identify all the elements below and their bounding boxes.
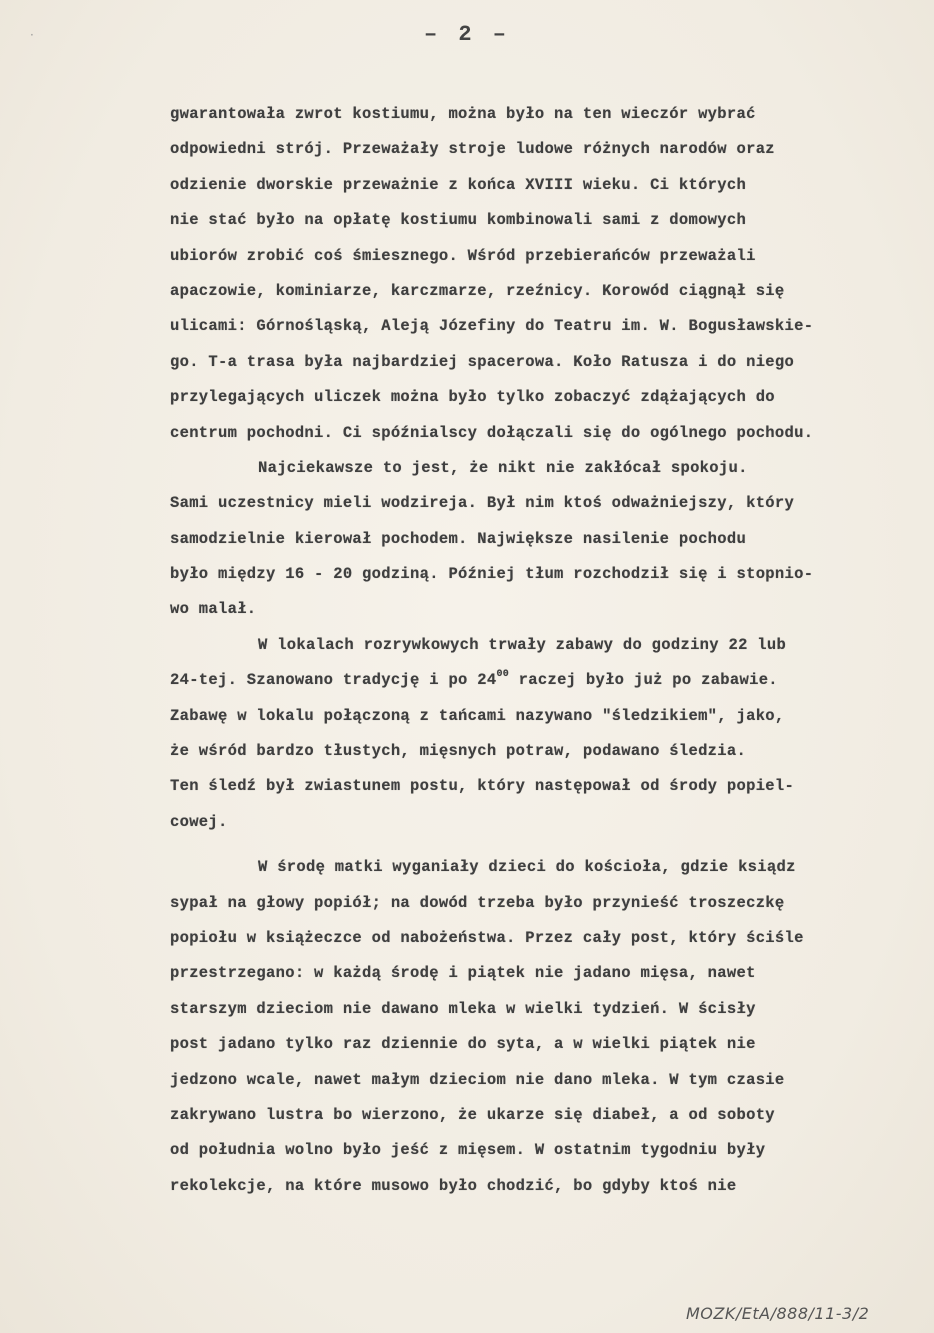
text-line: W środę matki wyganiały dzieci do kościoła, gdzie ksiądz [258, 858, 796, 877]
text-line: samodzielnie kierował pochodem. Największe nasilenie pochodu [170, 529, 747, 548]
paragraph-4 [170, 850, 920, 1204]
text-line: gwarantowała zwrot kostiumu, można było na ten wieczór wybrać [170, 105, 756, 123]
text-line-with-superscript [170, 663, 920, 698]
text-segment: raczej było już po zabawie. [509, 671, 778, 690]
superscript-minutes: 00 [496, 669, 510, 681]
text-line: odzienie dworskie przeważnie z końca XVIII wieku. Ci których [170, 175, 747, 194]
text-line: centrum pochodni. Ci spóźnialscy dołączali się do ogólnego pochodu. [170, 423, 814, 442]
text-line: W lokalach rozrywkowych trwały zabawy do godziny 22 lub [258, 635, 787, 654]
text-line: cowej. [170, 812, 228, 831]
text-line: go. T-a trasa była najbardziej spacerowa. Koło Ratusza i do niego [170, 352, 795, 371]
archive-signature-mark: MOZK/EtA/888/11-3/2 [686, 1304, 870, 1323]
paragraph-1 [170, 97, 920, 451]
paragraph-3 [170, 628, 920, 840]
text-line: przestrzegano: w każdą środę i piątek nie jadano mięsa, nawet [170, 964, 756, 983]
text-line: było między 16 - 20 godziną. Później tłum rozchodził się i stopnio- [170, 565, 814, 584]
text-line: ulicami: Górnośląską, Aleją Józefiny do Teatru im. W. Bogusławskie- [170, 317, 814, 336]
text-line: Ten śledź był zwiastunem postu, który następował od środy popiel- [170, 777, 795, 796]
text-line: Zabawę w lokalu połączoną z tańcami nazywano "śledzikiem", jako, [170, 706, 785, 725]
text-line: apaczowie, kominiarze, karczmarze, rzeźnicy. Korowód ciągnął się [170, 281, 785, 300]
text-line: rekolekcje, na które musowo było chodzić, bo gdyby ktoś nie [170, 1176, 737, 1195]
text-line: Najciekawsze to jest, że nikt nie zakłócał spokoju. [258, 458, 748, 477]
text-line: ubiorów zrobić coś śmiesznego. Wśród przebierańców przeważali [170, 246, 756, 265]
text-line: nie stać było na opłatę kostiumu kombinowali sami z domowych [170, 211, 747, 230]
text-line: starszym dzieciom nie dawano mleka w wielki tydzień. W ścisły [170, 999, 756, 1018]
typed-text-body [170, 97, 920, 1204]
text-line: jedzono wcale, nawet małym dzieciom nie dano mleka. W tym czasie [170, 1070, 785, 1089]
text-line: odpowiedni strój. Przeważały stroje ludowe różnych narodów oraz [170, 140, 775, 159]
paragraph-gap [170, 840, 920, 850]
corner-smudge: · [30, 28, 34, 42]
text-line: zakrywano lustra bo wierzono, że ukarze się diabeł, a od soboty [170, 1105, 775, 1124]
text-line: że wśród bardzo tłustych, mięsnych potraw, podawano śledzia. [170, 742, 747, 761]
paragraph-2 [170, 451, 920, 628]
page-number: – 2 – [423, 22, 510, 47]
text-segment: 24-tej. Szanowano tradycję i po 24 [170, 671, 497, 690]
text-line: od południa wolno było jeść z mięsem. W ostatnim tygodniu były [170, 1141, 766, 1160]
text-line: post jadano tylko raz dziennie do syta, a w wielki piątek nie [170, 1035, 756, 1054]
text-line: wo malał. [170, 600, 257, 619]
text-line: popiołu w książeczce od nabożeństwa. Przez cały post, który ściśle [170, 928, 804, 947]
text-line: sypał na głowy popiół; na dowód trzeba było przynieść troszeczkę [170, 893, 785, 912]
text-line: przylegających uliczek można było tylko zobaczyć zdążających do [170, 388, 775, 407]
text-line: Sami uczestnicy mieli wodzireja. Był nim ktoś odważniejszy, który [170, 494, 795, 513]
